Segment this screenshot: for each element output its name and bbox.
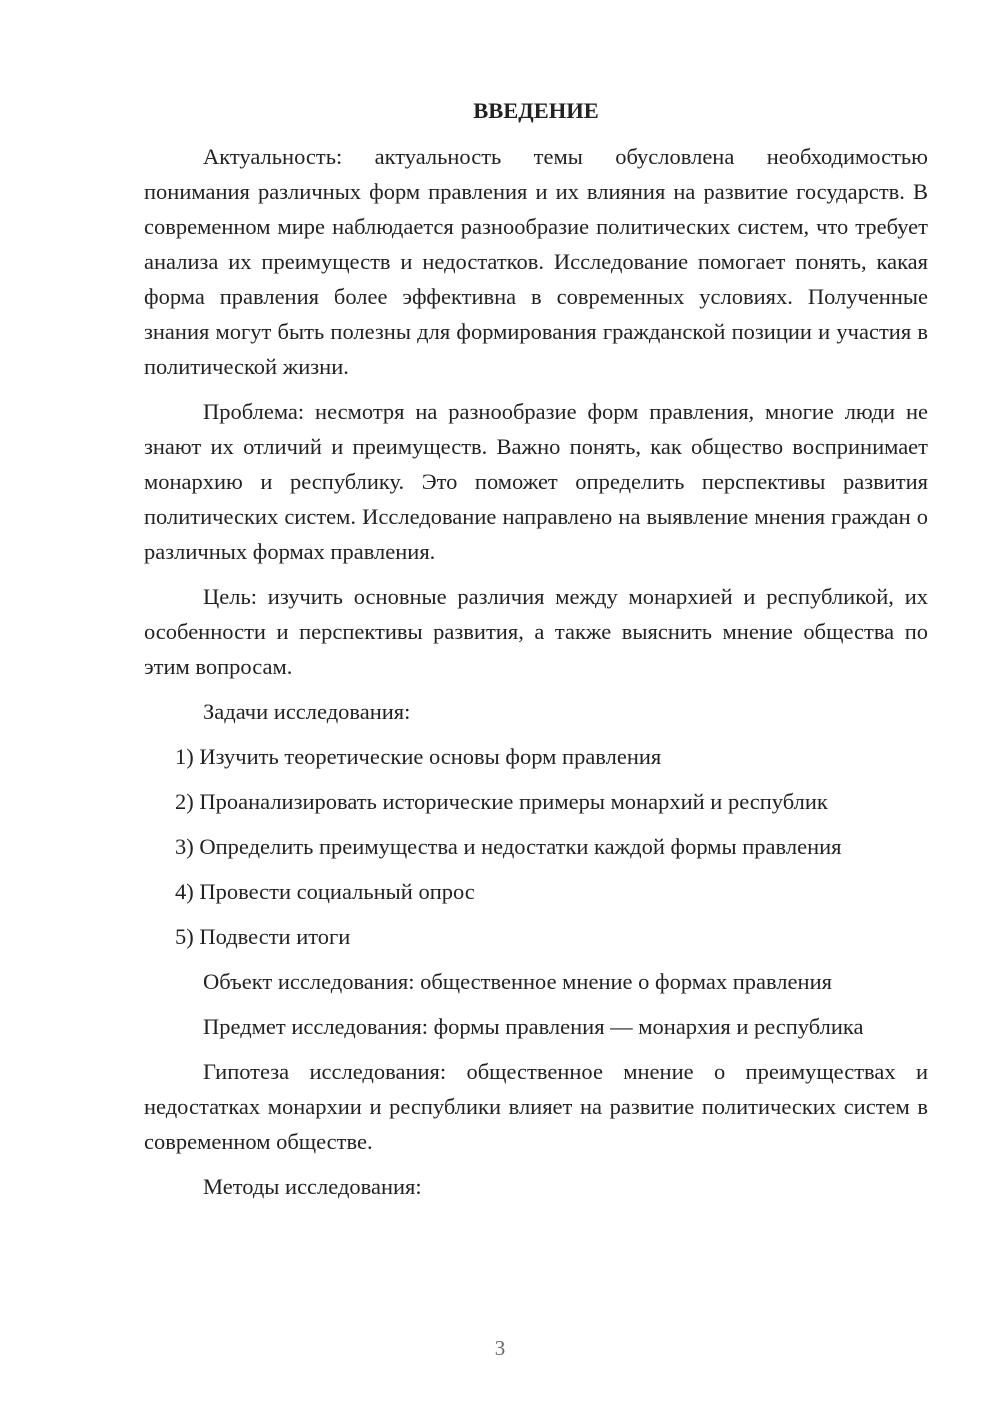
tasks-list xyxy=(144,739,928,954)
methods-heading: Методы исследования: xyxy=(203,1174,422,1199)
relevance-paragraph: Актуальность: актуальность темы обусловлена необходимостью понимания различных форм правления и их влияния на развитие государств. В современном мире наблюдается разнообразие политических систем, что требует анализа их преимуществ и недостатков. Исследование помогает понять, какая форма правления более эффективна в современных условиях. Полученные знания могут быть полезны для формирования гражданской позиции и участия в политической жизни. xyxy=(144,144,928,379)
page-content xyxy=(144,93,928,1214)
object-paragraph: Объект исследования: общественное мнение о формах правления xyxy=(203,969,832,994)
task-item: 3) Определить преимущества и недостатки каждой формы правления xyxy=(175,834,842,859)
problem-paragraph: Проблема: несмотря на разнообразие форм правления, многие люди не знают их отличий и преимуществ. Важно понять, как общество воспринимает монархию и республику. Это поможет определить перспективы развития политических систем. Исследование направлено на выявление мнения граждан о различных формах правления. xyxy=(144,399,928,564)
tasks-heading: Задачи исследования: xyxy=(203,699,411,724)
subject-paragraph: Предмет исследования: формы правления — монархия и республика xyxy=(203,1014,864,1039)
task-item: 5) Подвести итоги xyxy=(175,924,351,949)
page-number: 3 xyxy=(494,1336,506,1360)
task-item: 2) Проанализировать исторические примеры монархий и республик xyxy=(175,789,828,814)
hypothesis-paragraph: Гипотеза исследования: общественное мнение о преимуществах и недостатках монархии и республики влияет на развитие политических систем в современном обществе. xyxy=(144,1059,928,1154)
task-item: 4) Провести социальный опрос xyxy=(175,879,475,904)
task-item: 1) Изучить теоретические основы форм правления xyxy=(175,744,662,769)
section-title: ВВЕДЕНИЕ xyxy=(473,98,599,123)
goal-paragraph: Цель: изучить основные различия между монархией и республикой, их особенности и перспективы развития, а также выяснить мнение общества по этим вопросам. xyxy=(144,584,928,679)
